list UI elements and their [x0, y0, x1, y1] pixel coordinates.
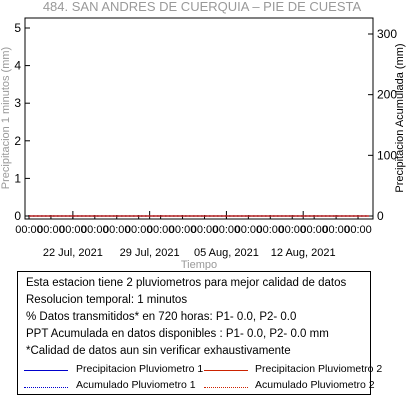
- legend-label-precip-1: Precipitacion Pluviometro 1: [76, 363, 204, 375]
- right-tick-label-1: 100: [377, 148, 398, 163]
- right-tick-label-3: 300: [377, 27, 398, 41]
- x-major-label-1: 29 Jul, 2021: [119, 247, 180, 259]
- right-tick-label-0: 0: [377, 209, 384, 223]
- right-tick-label-2: 200: [377, 87, 398, 102]
- legend-swatch-precip-2: [204, 370, 248, 371]
- x-minor-label-11: 00:00: [256, 224, 285, 236]
- y-axis-label-right: Precipitacion Acumulada (mm): [394, 43, 406, 193]
- x-minor-label-14: 00:00: [322, 224, 350, 236]
- x-major-label-0: 22 Jul, 2021: [42, 247, 103, 259]
- info-box: [17, 271, 383, 395]
- info-line-pluviometers: Esta estacion tiene 2 pluviometros para mejor calidad de datos: [26, 277, 347, 289]
- info-line-quality-note: *Calidad de datos aun sin verificar exhaustivamente: [26, 345, 291, 357]
- left-tick-label-4: 4: [14, 58, 21, 73]
- x-minor-label-2: 00:00: [59, 224, 87, 236]
- x-axis-label: Tiempo: [180, 259, 218, 270]
- legend-swatch-acum-1: [24, 387, 68, 388]
- x-minor-label-5: 00:00: [124, 224, 153, 236]
- x-minor-label-7: 00:00: [168, 224, 197, 236]
- info-line-resolution: Resolucion temporal: 1 minutos: [26, 294, 188, 306]
- left-tick-label-1: 1: [14, 171, 21, 186]
- x-minor-label-12: 00:00: [278, 224, 306, 236]
- left-tick-label-2: 2: [14, 133, 21, 148]
- left-tick-label-0: 0: [14, 209, 21, 223]
- right-axis-ticks: [368, 27, 397, 223]
- x-major-label-2: 05 Aug, 2021: [193, 247, 259, 259]
- x-minor-label-10: 00:00: [234, 224, 263, 236]
- x-minor-label-6: 00:00: [146, 224, 175, 236]
- legend-label-acum-2: Acumulado Pluviometro 2: [255, 379, 375, 391]
- left-tick-label-3: 3: [14, 96, 21, 111]
- chart-title: 484. SAN ANDRES DE CUERQUIA – PIE DE CUESTA: [42, 0, 362, 14]
- legend-label-precip-2: Precipitacion Pluviometro 2: [255, 363, 383, 375]
- x-minor-label-3: 00:00: [81, 224, 109, 236]
- x-minor-label-1: 00:00: [37, 224, 65, 236]
- x-minor-label-0: 00:00: [15, 224, 43, 236]
- left-axis-ticks: [14, 21, 30, 223]
- x-minor-label-4: 00:00: [102, 224, 131, 236]
- x-minor-label-13: 00:00: [300, 224, 328, 236]
- info-line-transmitted: % Datos transmitidos* en 720 horas: P1- 0.0, P2- 0.0: [26, 311, 297, 323]
- x-minor-label-8: 00:00: [190, 224, 219, 236]
- x-minor-label-9: 00:00: [212, 224, 241, 236]
- legend-swatch-acum-2: [204, 387, 248, 388]
- left-tick-label-5: 5: [14, 21, 21, 35]
- x-minor-label-15: 00:00: [344, 224, 372, 236]
- legend-swatch-precip-1: [24, 370, 68, 371]
- legend-label-acum-1: Acumulado Pluviometro 1: [76, 379, 196, 391]
- x-major-label-3: 12 Aug, 2021: [270, 247, 336, 259]
- y-axis-label-left: Precipitacion 1 minutos (mm): [0, 46, 12, 190]
- info-line-accumulated: PPT Acumulada en datos disponibles : P1- 0.0, P2- 0.0 mm: [26, 328, 329, 340]
- x-axis-ticks: [15, 211, 372, 259]
- plot-area: [25, 18, 373, 219]
